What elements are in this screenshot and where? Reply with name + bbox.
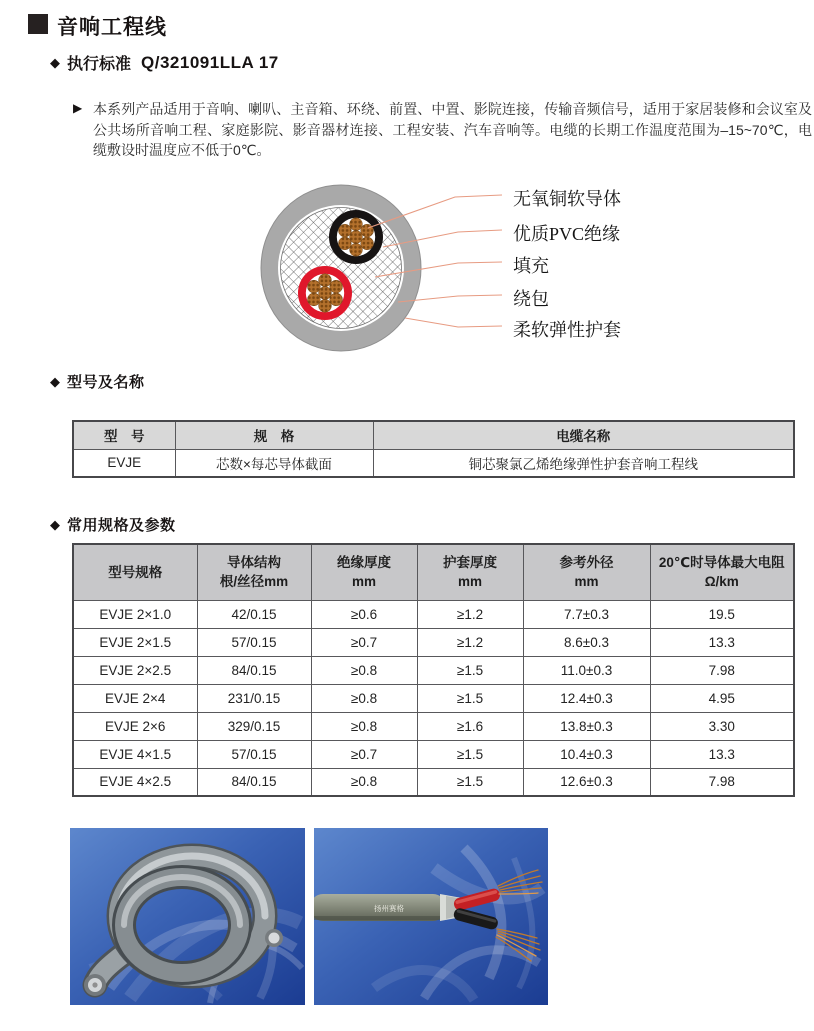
red-core	[298, 266, 352, 320]
label-conductor: 无氧铜软导体	[513, 189, 621, 209]
col-header-insulation-thickness: 绝缘厚度 mm	[311, 544, 417, 600]
spec-table	[72, 543, 795, 797]
table-row	[73, 449, 794, 477]
title-square-icon	[28, 14, 48, 34]
spec-row: EVJE 4×1.5 57/0.15 ≥0.7 ≥1.5 10.4±0.3 13.3	[73, 740, 794, 768]
label-wrapping: 绕包	[513, 289, 549, 309]
label-pvc-insulation: 优质PVC绝缘	[513, 224, 621, 244]
diamond-bullet-icon: ◆	[50, 517, 60, 532]
col-header-cable-name: 电缆名称	[373, 421, 794, 449]
spec-row: EVJE 4×2.5 84/0.15 ≥0.8 ≥1.5 12.6±0.3 7.98	[73, 768, 794, 796]
col-header-spec: 规 格	[175, 421, 373, 449]
table-header-row	[73, 421, 794, 449]
section-specs-title: 常用规格及参数	[67, 517, 176, 534]
spec-row: EVJE 2×1.5 57/0.15 ≥0.7 ≥1.2 8.6±0.3 13.3	[73, 628, 794, 656]
col-header-sheath-thickness: 护套厚度 mm	[417, 544, 523, 600]
cell-spec: 芯数×每芯导体截面	[175, 449, 373, 477]
section-model-name	[50, 371, 145, 392]
col-header-conductor: 导体结构 根/丝径mm	[197, 544, 311, 600]
section-model-name-title: 型号及名称	[67, 374, 145, 391]
page-title: 音响工程线	[57, 16, 167, 39]
black-core	[329, 210, 383, 264]
model-name-table	[72, 420, 795, 478]
cell-cable-name: 铜芯聚氯乙烯绝缘弹性护套音响工程线	[373, 449, 794, 477]
spec-header-row	[73, 544, 794, 600]
label-sheath: 柔软弹性护套	[513, 320, 621, 340]
col-header-max-resistance: 20℃时导体最大电阻 Ω/km	[650, 544, 794, 600]
standard-label: 执行标准	[67, 56, 132, 73]
spec-row: EVJE 2×4 231/0.15 ≥0.8 ≥1.5 12.4±0.3 4.95	[73, 684, 794, 712]
standard-line	[50, 51, 279, 74]
coiled-cable-photo	[70, 828, 305, 1005]
diamond-bullet-icon: ◆	[50, 374, 60, 389]
spec-row: EVJE 2×6 329/0.15 ≥0.8 ≥1.6 13.8±0.3 3.30	[73, 712, 794, 740]
diamond-bullet-icon: ◆	[50, 55, 60, 70]
col-header-outer-diameter: 参考外径 mm	[523, 544, 650, 600]
spec-row: EVJE 2×2.5 84/0.15 ≥0.8 ≥1.5 11.0±0.3 7.98	[73, 656, 794, 684]
cell-model: EVJE	[73, 449, 175, 477]
product-description: 本系列产品适用于音响、喇叭、主音箱、环绕、前置、中置、影院连接，传输音频信号，适用于家居装修和会议室及公共场所音响工程、家庭影院、影音器材连接、工程安装、汽车音响等。电缆的长期工作温度范围为–15~70℃，电缆敷设时温度应不低于0℃。	[93, 101, 812, 159]
stripped-cable-photo	[314, 828, 548, 1005]
label-filler: 填充	[513, 256, 549, 276]
cable-print-text: 扬州赛格	[374, 904, 404, 913]
col-header-model: 型 号	[73, 421, 175, 449]
col-header-model-spec: 型号规格	[73, 544, 197, 600]
section-specs	[50, 514, 176, 535]
standard-value: Q/321091LLA 17	[141, 52, 279, 72]
cable-cross-section-diagram	[240, 178, 700, 360]
spec-row: EVJE 2×1.0 42/0.15 ≥0.6 ≥1.2 7.7±0.3 19.5	[73, 600, 794, 628]
triangle-bullet-icon: ▶	[73, 101, 83, 115]
